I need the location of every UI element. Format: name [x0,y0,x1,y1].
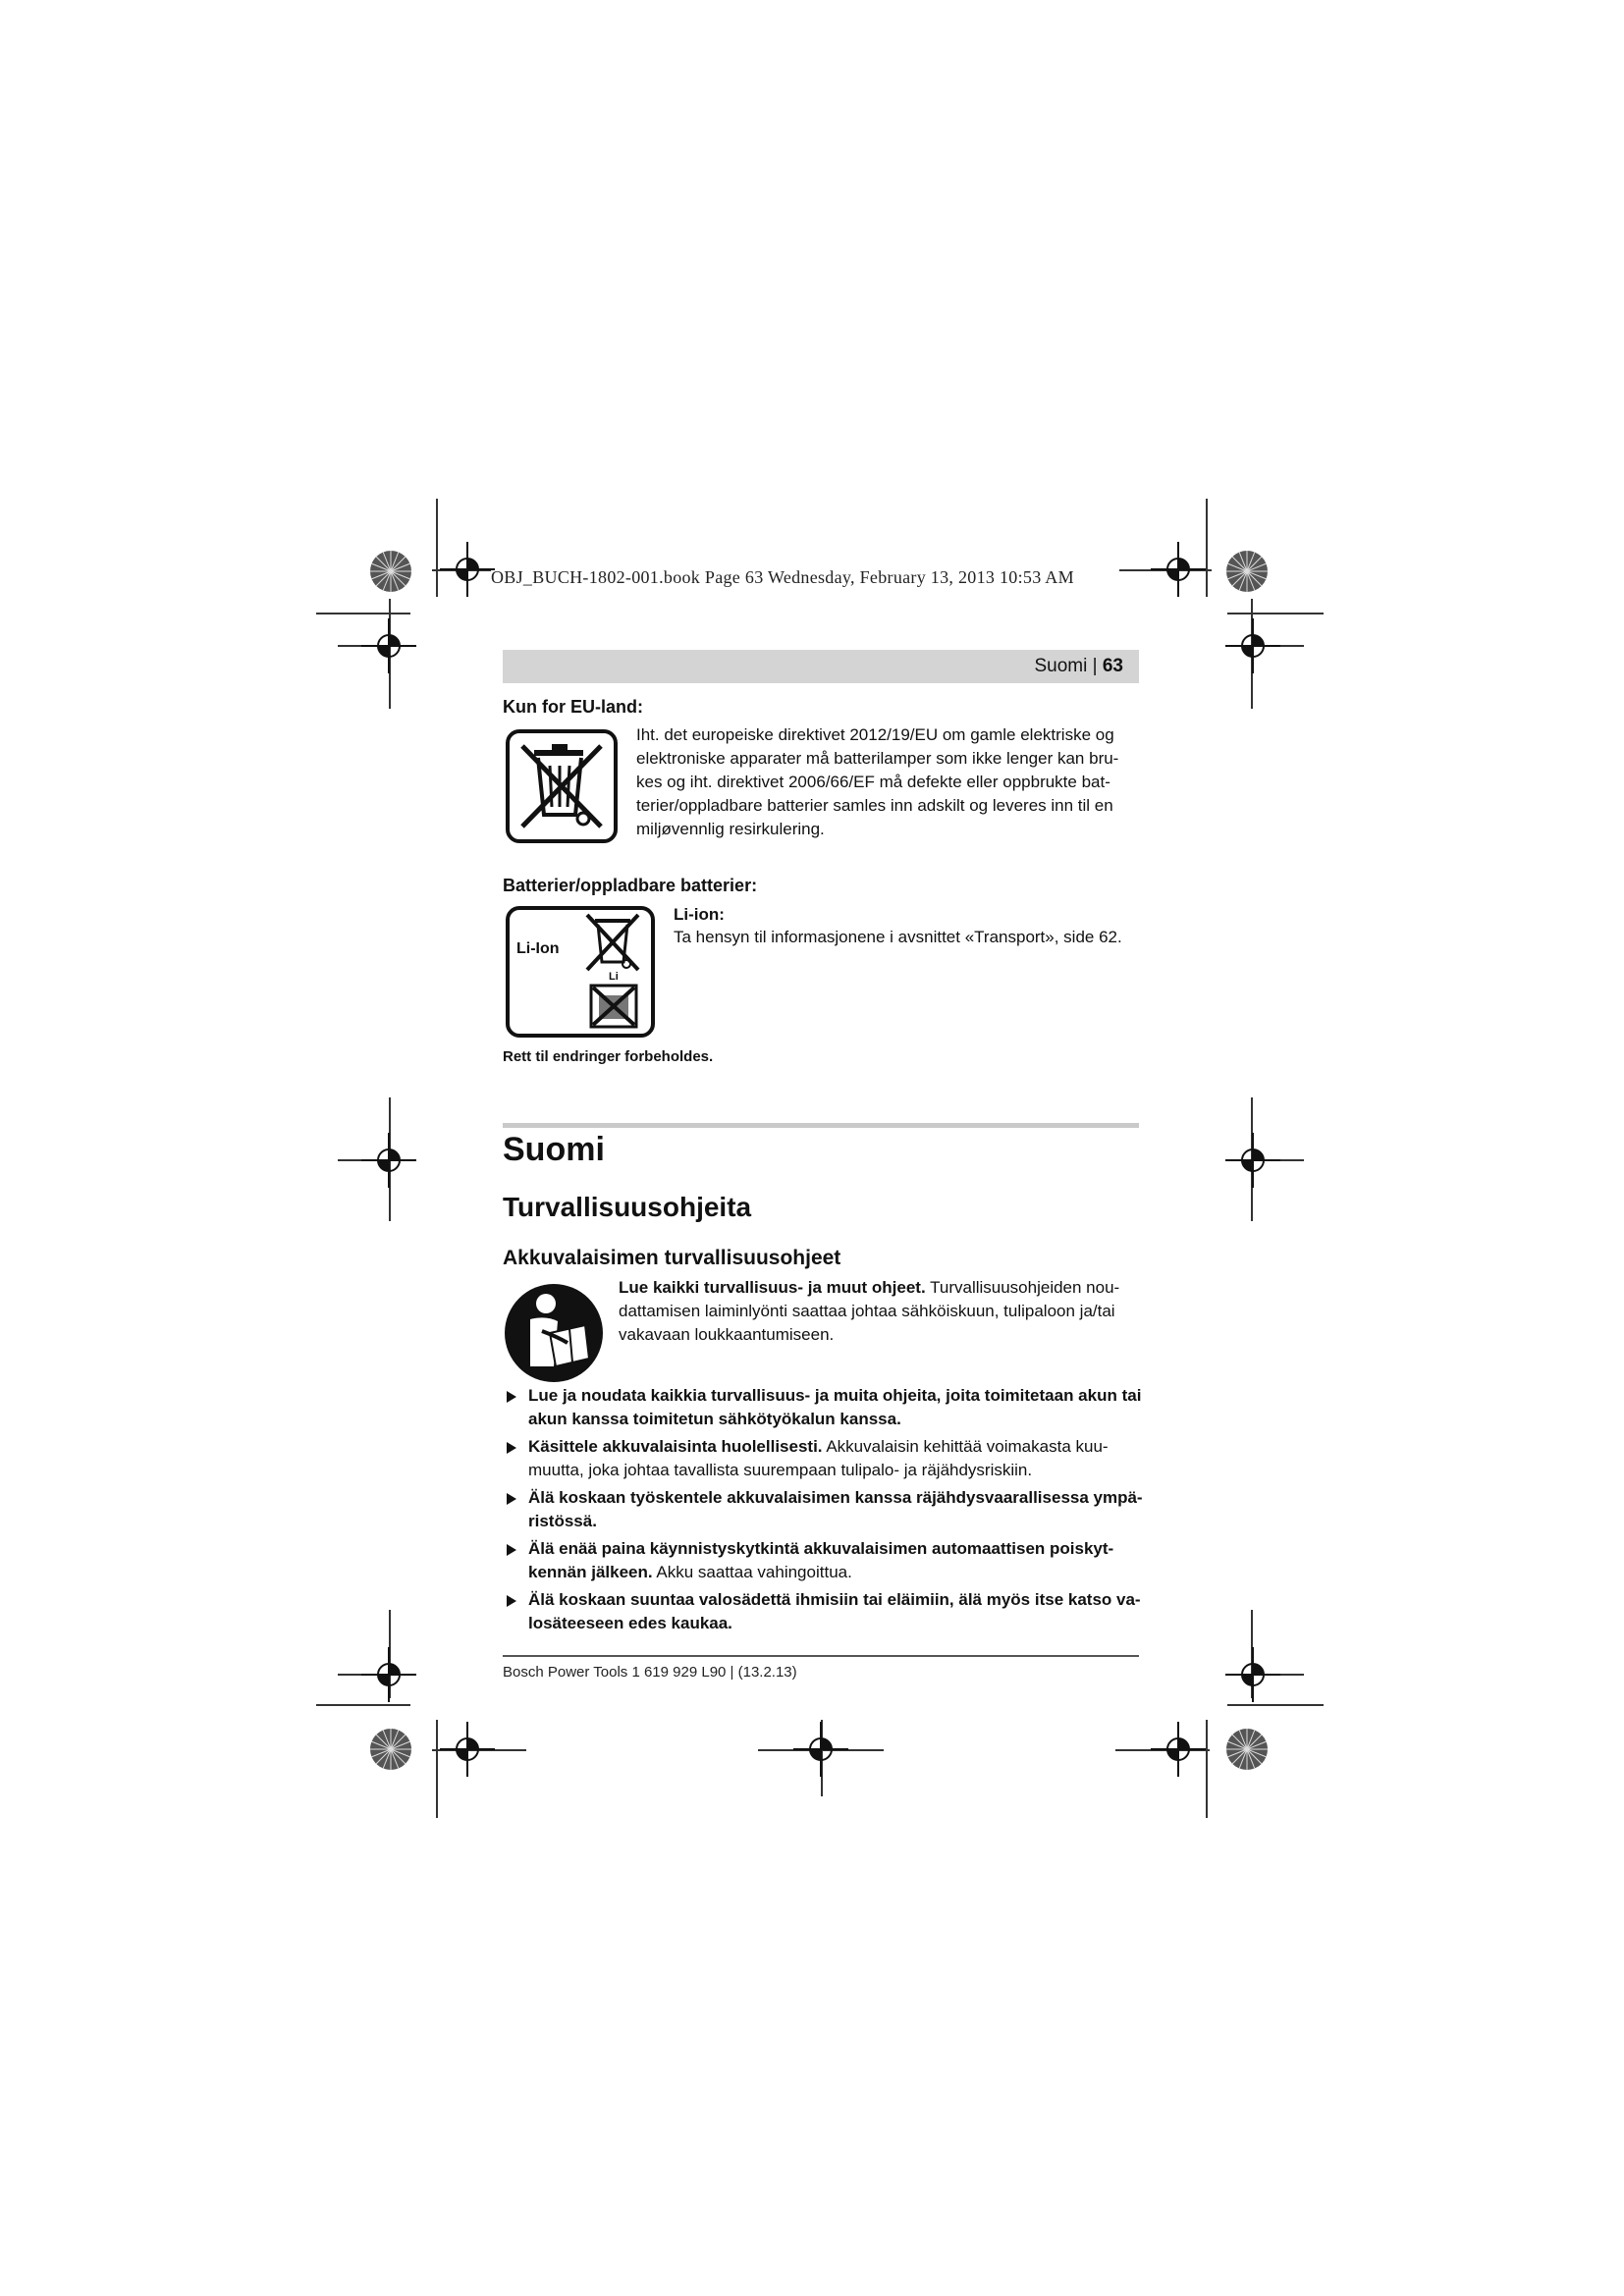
item-text: Akkuvalaisin kehittää voimakasta kuu-muutta, joka johtaa tavallista suurempaan tulipalo- ja räjähdysriskiin. [528,1437,1109,1479]
registration-target-icon [440,542,495,597]
color-target-icon [369,1728,412,1771]
item-bold: Älä koskaan suuntaa valosädettä ihmisiin tai eläimiin, älä myös itse katso va-losäteeseen edes kaukaa. [528,1590,1141,1632]
text-line: Iht. det europeiske direktivet 2012/19/EU om gamle elektriske og [636,725,1114,744]
safety-list [507,1384,1155,1639]
li-ion-label: Li-Ion [516,940,560,957]
registration-target-icon [361,618,416,673]
text-line: vakavaan loukkaantumiseen. [619,1325,835,1344]
header-separator: | [1087,656,1103,676]
list-item [507,1588,1155,1635]
item-text: Akku saattaa vahingoittua. [652,1563,852,1581]
intro-text: Turvallisuusohjeiden nou- [925,1278,1120,1297]
footer-rule [503,1655,1139,1657]
bullet-arrow-icon [507,1391,516,1403]
list-item [507,1486,1155,1533]
header-section: Suomi [1034,656,1088,676]
registration-target-icon [361,1133,416,1188]
crop-mark [1206,499,1208,597]
color-target-icon [1225,1728,1269,1771]
text-line: elektroniske apparater må batterilamper som ikke lenger kan bru- [636,749,1119,768]
registration-target-icon [361,1647,416,1702]
eu-heading: Kun for EU-land: [503,697,643,717]
registration-target-icon [1151,1722,1206,1777]
crop-mark [1227,1704,1324,1706]
text-line: miljøvennlig resirkulering. [636,820,825,838]
color-target-icon [369,550,412,593]
crop-mark [316,1704,410,1706]
item-bold: Älä koskaan työskentele akkuvalaisimen kanssa räjähdysvaarallisessa ympä-ristössä. [528,1488,1143,1530]
item-bold: Älä enää paina käynnistyskytkintä akkuvalaisimen automaattisen poiskyt-kennän jälkeen. [528,1539,1114,1581]
text-line [619,1276,1154,1300]
read-manual-icon [503,1282,605,1384]
registration-target-icon [1225,1647,1280,1702]
item-bold: Lue ja noudata kaikkia turvallisuus- ja muita ohjeita, joita toimitetaan akun tai akun kanssa toimitetun sähkötyökalun kanssa. [528,1386,1142,1428]
section-rule [503,1123,1139,1128]
li-ion-label-text: Li-ion: [674,905,725,924]
list-item [507,1537,1155,1584]
li-ion-text: Ta hensyn til informasjonene i avsnittet «Transport», side 62. [674,928,1122,946]
bullet-arrow-icon [507,1544,516,1556]
registration-target-icon [440,1722,495,1777]
color-target-icon [1225,550,1269,593]
section-title: Akkuvalaisimen turvallisuusohjeet [503,1247,841,1269]
text-line: terier/oppladbare batterier samles inn adskilt og leveres inn til en [636,796,1113,815]
crop-mark [436,499,438,597]
crop-mark [436,1720,438,1818]
list-item [507,1384,1155,1431]
text-line: kes og iht. direktivet 2006/66/EF må defekte eller oppbrukte bat- [636,773,1110,791]
crop-mark [316,613,410,614]
intro-paragraph [619,1276,1154,1347]
crop-mark [1206,1720,1208,1818]
bullet-arrow-icon [507,1595,516,1607]
bullet-arrow-icon [507,1442,516,1454]
registration-target-icon [1225,1133,1280,1188]
eu-paragraph [636,723,1147,841]
page-footer: Bosch Power Tools 1 619 929 L90 | (13.2.13) [503,1664,797,1681]
registration-target-icon [793,1722,848,1777]
intro-bold: Lue kaikki turvallisuus- ja muut ohjeet. [619,1278,926,1297]
weee-crossed-bin-icon [505,728,619,844]
li-ion-battery-symbol-icon [505,905,656,1039]
page-number: 63 [1102,656,1123,676]
bullet-arrow-icon [507,1493,516,1505]
li-sub-label: Li [609,971,619,983]
safety-title: Turvallisuusohjeita [503,1192,752,1222]
item-bold: Käsittele akkuvalaisinta huolellisesti. [528,1437,823,1456]
language-title: Suomi [503,1131,605,1168]
list-item [507,1435,1155,1482]
registration-target-icon [1225,618,1280,673]
registration-target-icon [1151,542,1206,597]
text-line: dattamisen laiminlyönti saattaa johtaa sähköiskuun, tulipaloon ja/tai [619,1302,1115,1320]
crop-mark [1227,613,1324,614]
print-slug: OBJ_BUCH-1802-001.book Page 63 Wednesday, February 13, 2013 10:53 AM [491,567,1074,587]
header-label [1035,656,1124,677]
running-header [503,650,1139,683]
changes-notice: Rett til endringer forbeholdes. [503,1048,714,1065]
batteries-heading: Batterier/oppladbare batterier: [503,876,758,895]
